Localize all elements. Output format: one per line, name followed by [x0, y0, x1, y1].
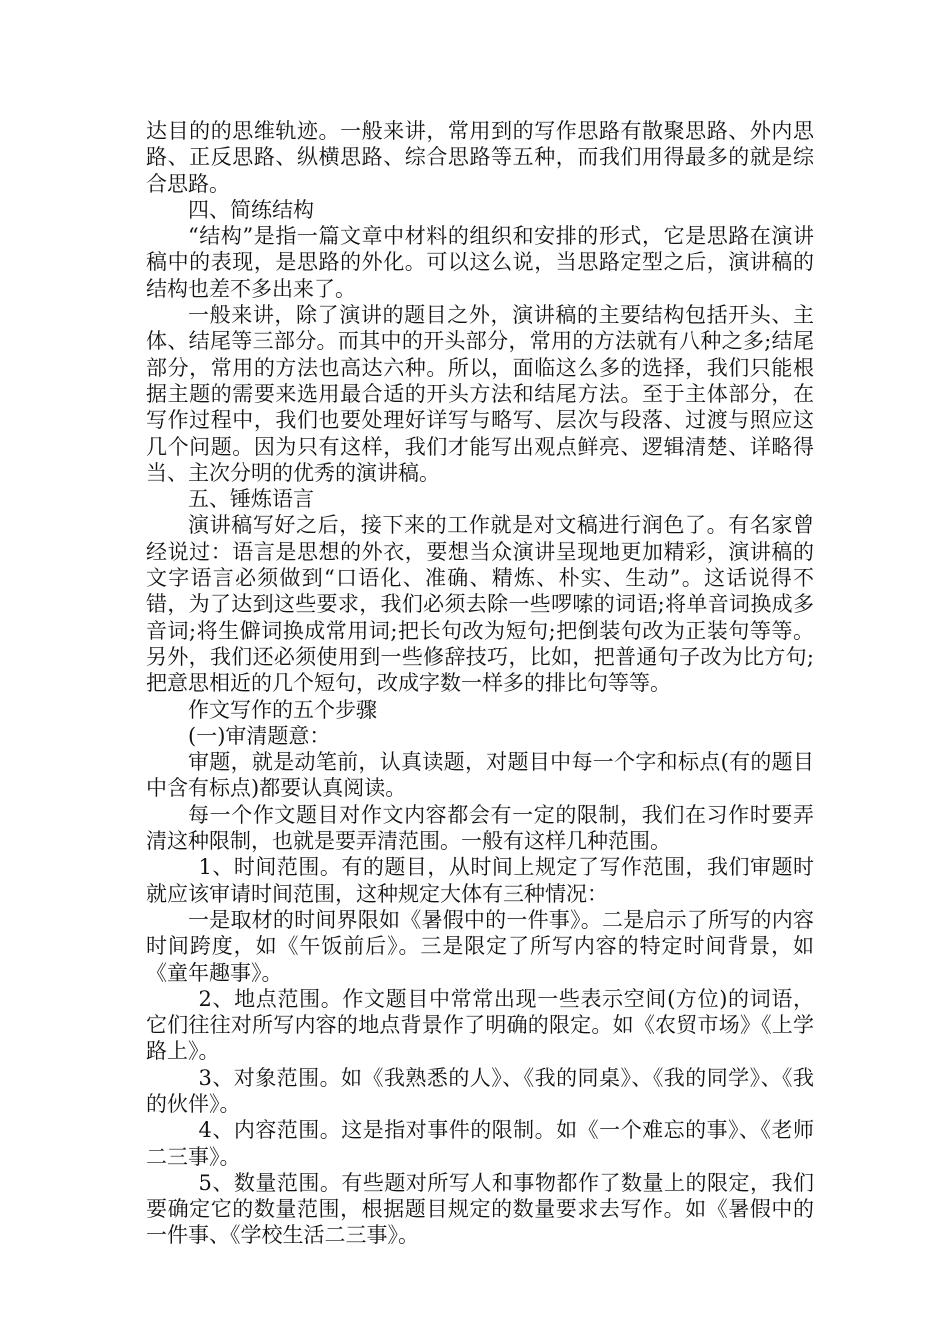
list-item: 2、地点范围。作文题目中常常出现一些表示空间(方位)的词语，它们往往对所写内容的地点背景作了明确的限定。如《农贸市场》《上学路上》。: [146, 986, 814, 1064]
list-item: 4、内容范围。这是指对事件的限制。如《一个难忘的事》、《老师二三事》。: [146, 1118, 814, 1169]
document-page: [146, 118, 814, 1249]
section-heading: 五、锤炼语言: [188, 487, 314, 512]
section-heading: 作文写作的五个步骤: [188, 697, 377, 722]
paragraph: 一是取材的时间界限如《暑假中的一件事》。二是启示了所写的内容时间跨度，如《午饭前后》。三是限定了所写内容的特定时间背景，如《童年趣事》。: [146, 907, 814, 985]
list-item: 5、数量范围。有些题对所写人和事物都作了数量上的限定，我们要确定它的数量范围，根据题目规定的数量要求去写作。如《暑假中的一件事、《学校生活二三事》。: [146, 1170, 814, 1248]
list-item: 3、对象范围。如《我熟悉的人》、《我的同桌》、《我的同学》、《我的伙伴》。: [146, 1065, 814, 1116]
paragraph: 演讲稿写好之后，接下来的工作就是对文稿进行润色了。有名家曾经说过：语言是思想的外衣，要想当众演讲呈现地更加精彩，演讲稿的文字语言必须做到“口语化、准确、精炼、朴实、生动”。这话说得不错，为了达到这些要求，我们必须去除一些啰嗦的词语;将单音词换成多音词;将生僻词换成常用词;把长句改为短句;把倒装句改为正装句等等。另外，我们还必须使用到一些修辞技巧，比如，把普通句子改为比方句;把意思相近的几个短句，改成字数一样多的排比句等等。: [146, 513, 814, 696]
paragraph: 达目的的思维轨迹。一般来讲，常用到的写作思路有散聚思路、外内思路、正反思路、纵横思路、综合思路等五种，而我们用得最多的就是综合思路。: [146, 119, 814, 196]
section-heading: 四、简练结构: [188, 197, 314, 222]
paragraph: 审题，就是动笔前，认真读题，对题目中每一个字和标点(有的题目中含有标点)都要认真阅读。: [146, 750, 814, 801]
list-item: 1、时间范围。有的题目，从时间上规定了写作范围，我们审题时就应该审请时间范围，这种规定大体有三种情况：: [146, 855, 814, 906]
paragraph: 一般来讲，除了演讲的题目之外，演讲稿的主要结构包括开头、主体、结尾等三部分。而其中的开头部分，常用的方法就有八种之多;结尾部分，常用的方法也高达六种。所以，面临这么多的选择，我们只能根据主题的需要来选用最合适的开头方法和结尾方法。至于主体部分，在写作过程中，我们也要处理好详写与略写、层次与段落、过渡与照应这几个问题。因为只有这样，我们才能写出观点鲜亮、逻辑清楚、详略得当、主次分明的优秀的演讲稿。: [146, 303, 814, 485]
subsection-heading: (一)审清题意：: [188, 723, 331, 748]
paragraph: “结构”是指一篇文章中材料的组织和安排的形式，它是思路在演讲稿中的表现，是思路的外化。可以这么说，当思路定型之后，演讲稿的结构也差不多出来了。: [146, 224, 814, 301]
paragraph: 每一个作文题目对作文内容都会有一定的限制，我们在习作时要弄清这种限制，也就是要弄清范围。一般有这样几种范围。: [146, 802, 814, 854]
